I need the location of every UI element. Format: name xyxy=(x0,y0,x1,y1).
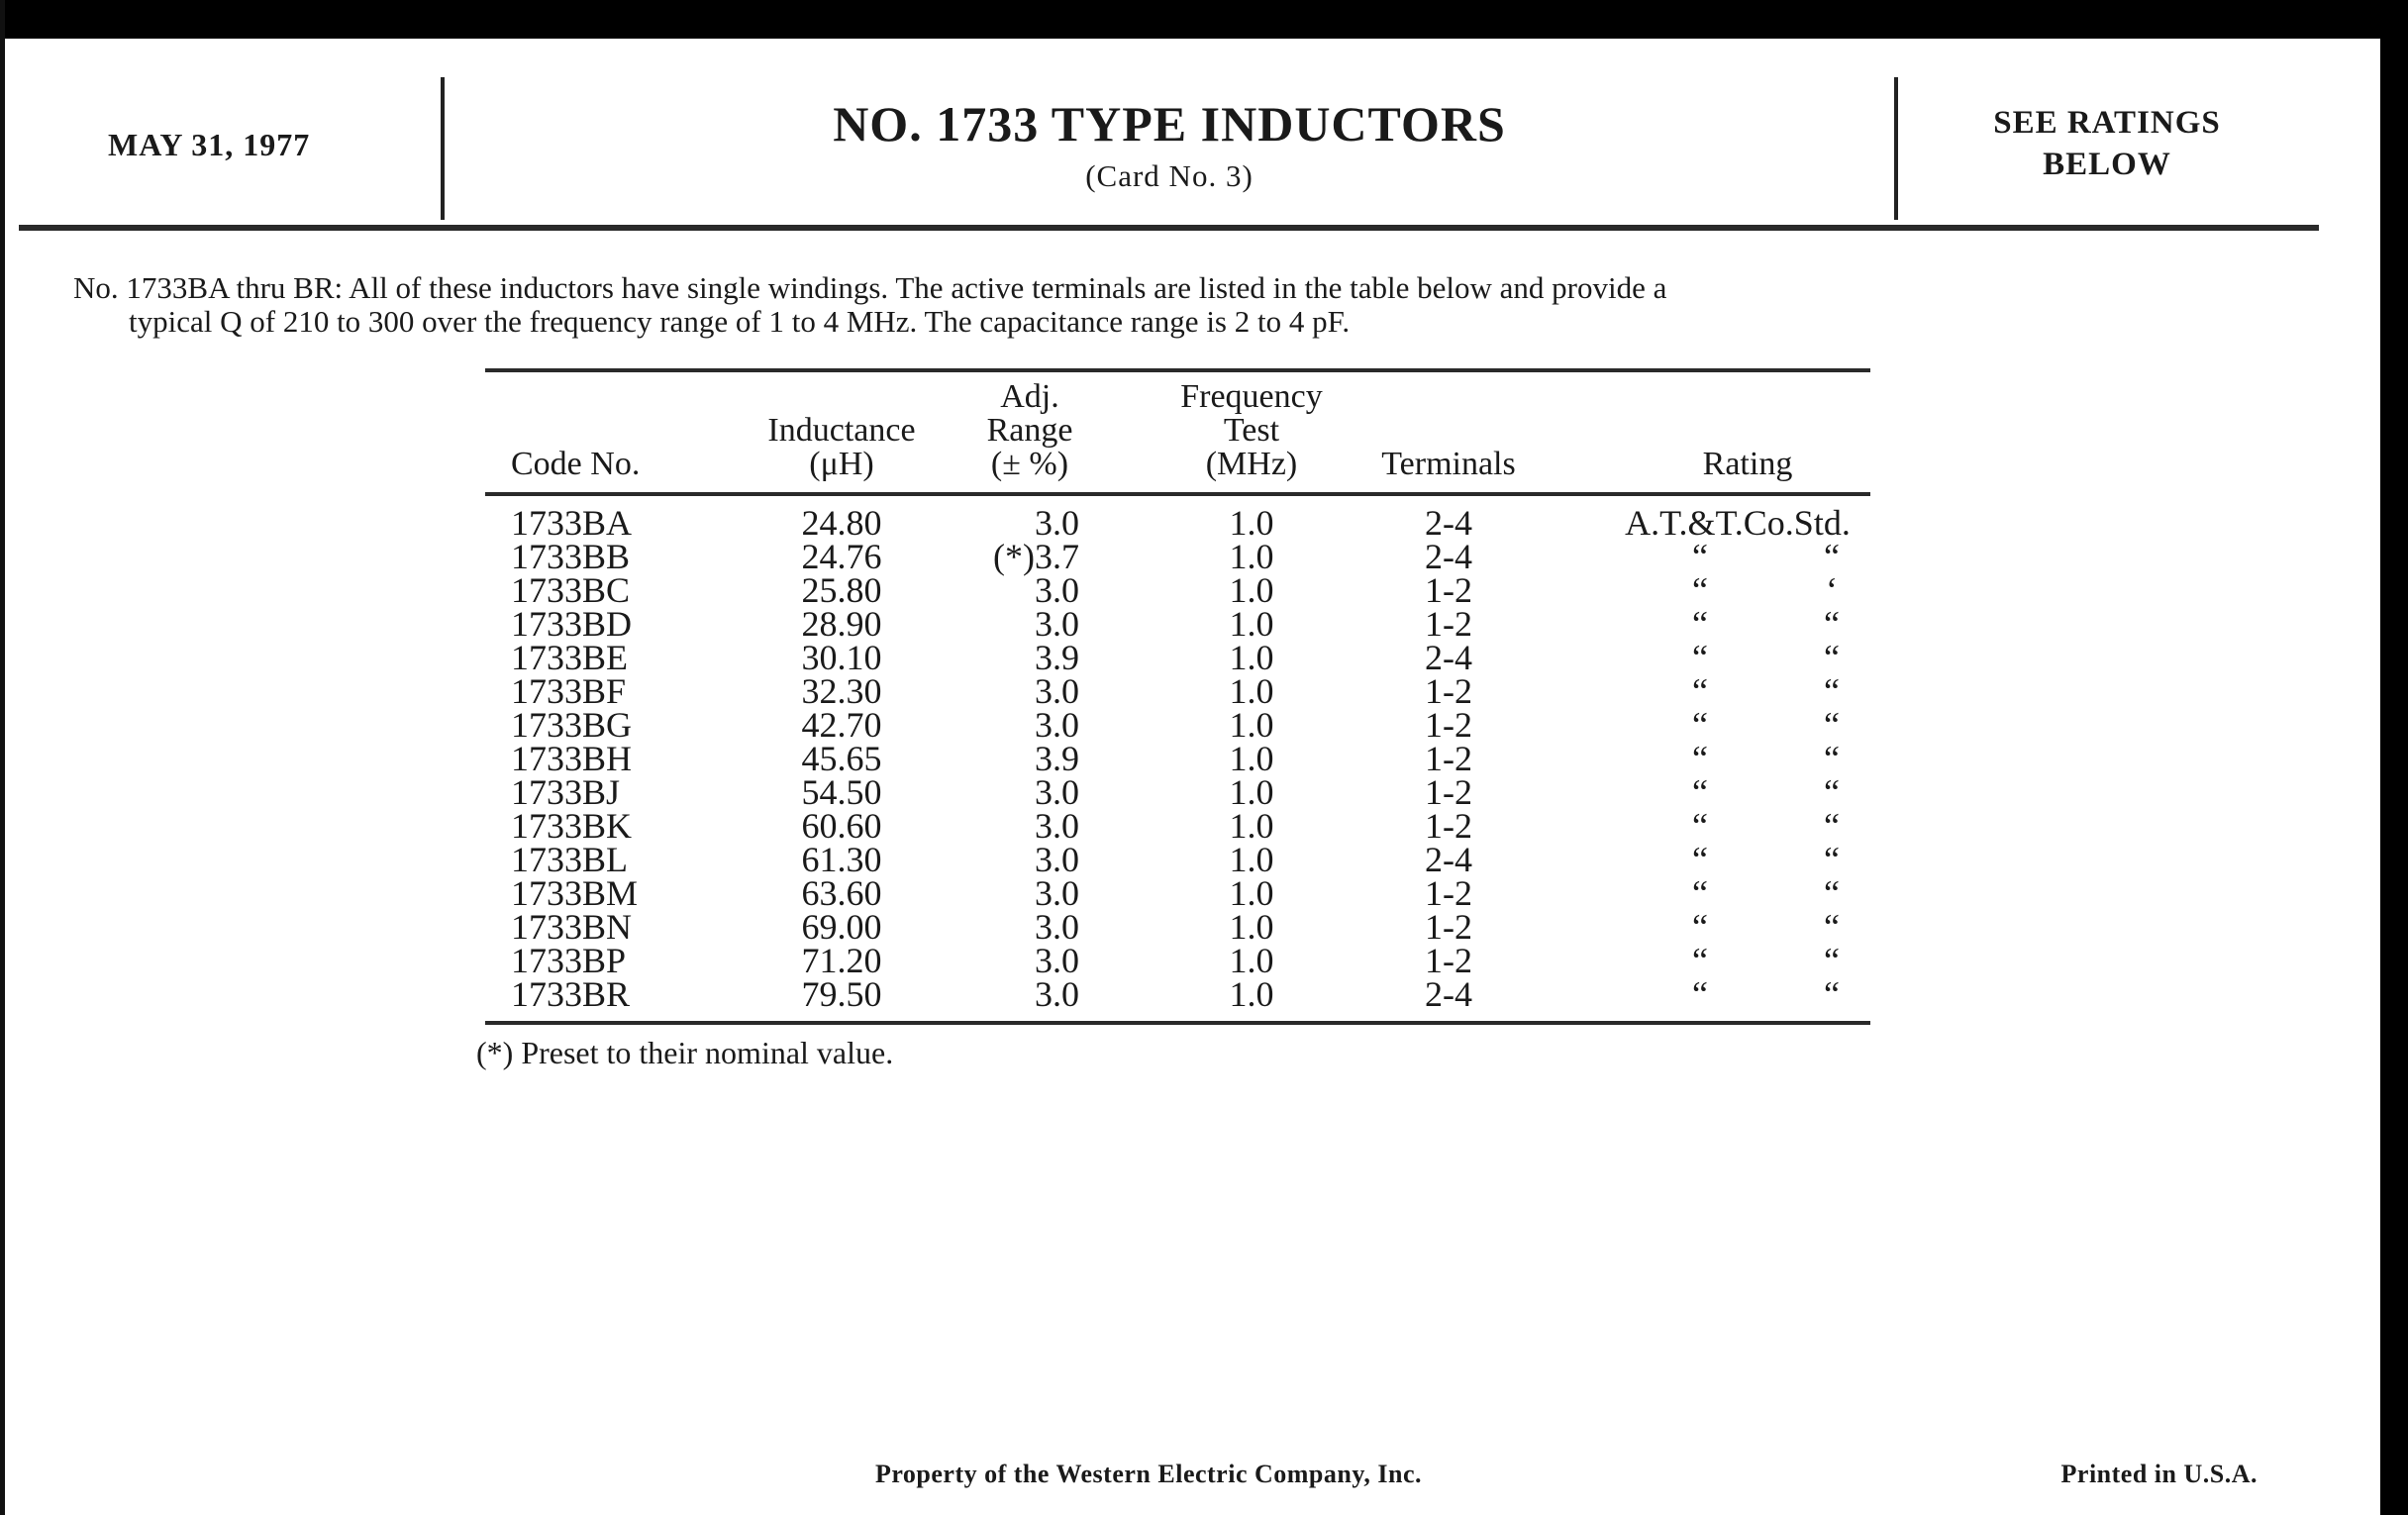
cell-freq: 1.0 xyxy=(1229,671,1274,711)
cell-ditto-a: “ xyxy=(1692,907,1708,947)
cell-inductance: 54.50 xyxy=(801,772,882,812)
cell-ditto-a: “ xyxy=(1692,604,1708,644)
cell-freq: 1.0 xyxy=(1229,840,1274,879)
cell-adj: 3.0 xyxy=(1035,806,1079,846)
cell-code: 1733BR xyxy=(511,974,631,1014)
cell-inductance: 24.76 xyxy=(801,537,882,576)
cell-code: 1733BK xyxy=(511,806,633,846)
cell-freq: 1.0 xyxy=(1229,705,1274,745)
cell-code: 1733BB xyxy=(511,537,631,576)
col-header-inductance xyxy=(733,414,951,481)
cell-ditto-b: “ xyxy=(1824,537,1840,576)
cell-terminals: 1-2 xyxy=(1425,570,1472,610)
table-header-rule xyxy=(485,492,1870,496)
cell-freq: 1.0 xyxy=(1229,907,1274,947)
cell-adj: 3.0 xyxy=(1035,705,1079,745)
cell-ditto-a: “ xyxy=(1692,537,1708,576)
cell-inductance: 42.70 xyxy=(801,705,882,745)
cell-code: 1733BD xyxy=(511,604,633,644)
cell-adj: 3.0 xyxy=(1035,604,1079,644)
header-line: Test xyxy=(1223,412,1280,449)
ratings-note xyxy=(1900,102,2314,185)
cell-freq: 1.0 xyxy=(1229,739,1274,778)
cell-inductance: 71.20 xyxy=(801,941,882,980)
cell-terminals: 1-2 xyxy=(1425,671,1472,711)
cell-ditto-b: “ xyxy=(1824,840,1840,879)
cell-terminals: 1-2 xyxy=(1425,873,1472,913)
cell-ditto-b: ‘ xyxy=(1826,570,1838,610)
footnote: (*) Preset to their nominal value. xyxy=(476,1035,894,1070)
intro-paragraph xyxy=(73,271,2351,339)
cell-adj: 3.0 xyxy=(1035,503,1079,543)
cell-code: 1733BA xyxy=(511,503,633,543)
cell-freq: 1.0 xyxy=(1229,772,1274,812)
cell-freq: 1.0 xyxy=(1229,806,1274,846)
cell-adj: 3.0 xyxy=(1035,840,1079,879)
header-line: (± %) xyxy=(990,446,1069,482)
cell-inductance: 24.80 xyxy=(801,503,882,543)
cell-ditto-b: “ xyxy=(1824,941,1840,980)
cell-freq: 1.0 xyxy=(1229,537,1274,576)
cell-freq: 1.0 xyxy=(1229,974,1274,1014)
cell-ditto-a: “ xyxy=(1692,840,1708,879)
cell-terminals: 1-2 xyxy=(1425,705,1472,745)
cell-adj: 3.0 xyxy=(1035,570,1079,610)
cell-inductance: 30.10 xyxy=(801,638,882,677)
header-rule xyxy=(19,225,2319,231)
cell-inductance: 60.60 xyxy=(801,806,882,846)
cell-terminals: 1-2 xyxy=(1425,806,1472,846)
cell-terminals: 1-2 xyxy=(1425,772,1472,812)
header-line: Adj. xyxy=(1000,378,1059,415)
cell-terminals: 1-2 xyxy=(1425,604,1472,644)
cell-code: 1733BP xyxy=(511,941,627,980)
cell-ditto-a: “ xyxy=(1692,941,1708,980)
header-line: Range xyxy=(986,412,1073,449)
cell-terminals: 2-4 xyxy=(1425,503,1472,543)
cell-adj: 3.9 xyxy=(1035,638,1079,677)
cell-inductance: 45.65 xyxy=(801,739,882,778)
cell-terminals: 2-4 xyxy=(1425,638,1472,677)
cell-inductance: 61.30 xyxy=(801,840,882,879)
cell-inductance: 28.90 xyxy=(801,604,882,644)
intro-line: typical Q of 210 to 300 over the frequency range of 1 to 4 MHz. The capacitance range is 2 to 4 pF. xyxy=(129,304,1351,339)
cell-adj: (*)3.7 xyxy=(993,537,1079,576)
col-header-frequency xyxy=(1133,380,1370,481)
cell-ditto-b: “ xyxy=(1824,739,1840,778)
cell-freq: 1.0 xyxy=(1229,873,1274,913)
footer-property: Property of the Western Electric Company, Inc. xyxy=(874,1460,1423,1488)
cell-freq: 1.0 xyxy=(1229,503,1274,543)
cell-ditto-a: “ xyxy=(1692,705,1708,745)
cell-inductance: 79.50 xyxy=(801,974,882,1014)
cell-adj: 3.0 xyxy=(1035,974,1079,1014)
cell-adj: 3.0 xyxy=(1035,873,1079,913)
cell-ditto-b: “ xyxy=(1824,907,1840,947)
cell-inductance: 32.30 xyxy=(801,671,882,711)
col-header-adj-range xyxy=(951,380,1109,481)
page-title: NO. 1733 TYPE INDUCTORS xyxy=(833,96,1506,152)
cell-freq: 1.0 xyxy=(1229,941,1274,980)
cell-adj: 3.9 xyxy=(1035,739,1079,778)
cell-ditto-b: “ xyxy=(1824,671,1840,711)
cell-inductance: 63.60 xyxy=(801,873,882,913)
cell-code: 1733BJ xyxy=(511,772,621,812)
footer-printed: Printed in U.S.A. xyxy=(2060,1460,2258,1488)
cell-code: 1733BF xyxy=(511,671,627,711)
col-header-code: Code No. xyxy=(511,446,641,482)
cell-terminals: 1-2 xyxy=(1425,907,1472,947)
cell-adj: 3.0 xyxy=(1035,671,1079,711)
cell-code: 1733BL xyxy=(511,840,629,879)
ratings-note-line: SEE RATINGS xyxy=(1993,105,2221,141)
cell-terminals: 2-4 xyxy=(1425,537,1472,576)
cell-code: 1733BE xyxy=(511,638,629,677)
header-divider xyxy=(1894,77,1898,220)
scan-border-left xyxy=(0,0,5,1515)
header-line: (MHz) xyxy=(1205,446,1298,482)
cell-terminals: 1-2 xyxy=(1425,941,1472,980)
cell-terminals: 1-2 xyxy=(1425,739,1472,778)
card-number: (Card No. 3) xyxy=(1085,158,1254,193)
table-top-rule xyxy=(485,368,1870,372)
cell-terminals: 2-4 xyxy=(1425,840,1472,879)
cell-ditto-a: “ xyxy=(1692,570,1708,610)
cell-adj: 3.0 xyxy=(1035,772,1079,812)
cell-ditto-b: “ xyxy=(1824,604,1840,644)
cell-terminals: 2-4 xyxy=(1425,974,1472,1014)
header-line: (μH) xyxy=(809,446,874,482)
cell-ditto-b: “ xyxy=(1824,705,1840,745)
table-bottom-rule xyxy=(485,1021,1870,1025)
cell-adj: 3.0 xyxy=(1035,907,1079,947)
cell-ditto-b: “ xyxy=(1824,638,1840,677)
cell-code: 1733BC xyxy=(511,570,631,610)
cell-rating: A.T.&T.Co.Std. xyxy=(1625,503,1851,543)
ratings-note-line: BELOW xyxy=(2043,147,2171,182)
cell-ditto-a: “ xyxy=(1692,772,1708,812)
intro-line: No. 1733BA thru BR: All of these inductors have single windings. The active terminals are listed in the table below and provide a xyxy=(73,270,1667,305)
header-line: Frequency xyxy=(1180,378,1323,415)
scan-border-top xyxy=(0,0,2408,39)
cell-ditto-a: “ xyxy=(1692,638,1708,677)
cell-freq: 1.0 xyxy=(1229,604,1274,644)
cell-freq: 1.0 xyxy=(1229,570,1274,610)
header-line: Inductance xyxy=(767,412,916,449)
col-header-terminals: Terminals xyxy=(1381,446,1516,482)
cell-adj: 3.0 xyxy=(1035,941,1079,980)
cell-ditto-a: “ xyxy=(1692,974,1708,1014)
cell-ditto-a: “ xyxy=(1692,671,1708,711)
col-header-rating: Rating xyxy=(1702,446,1793,482)
cell-ditto-a: “ xyxy=(1692,739,1708,778)
cell-ditto-b: “ xyxy=(1824,806,1840,846)
scan-border-right xyxy=(2380,0,2408,1515)
cell-ditto-b: “ xyxy=(1824,772,1840,812)
cell-code: 1733BG xyxy=(511,705,633,745)
cell-code: 1733BH xyxy=(511,739,633,778)
cell-ditto-a: “ xyxy=(1692,873,1708,913)
issue-date: MAY 31, 1977 xyxy=(108,127,311,162)
cell-ditto-b: “ xyxy=(1824,873,1840,913)
cell-freq: 1.0 xyxy=(1229,638,1274,677)
cell-ditto-b: “ xyxy=(1824,974,1840,1014)
cell-code: 1733BM xyxy=(511,873,639,913)
cell-inductance: 69.00 xyxy=(801,907,882,947)
cell-code: 1733BN xyxy=(511,907,633,947)
cell-ditto-a: “ xyxy=(1692,806,1708,846)
cell-inductance: 25.80 xyxy=(801,570,882,610)
